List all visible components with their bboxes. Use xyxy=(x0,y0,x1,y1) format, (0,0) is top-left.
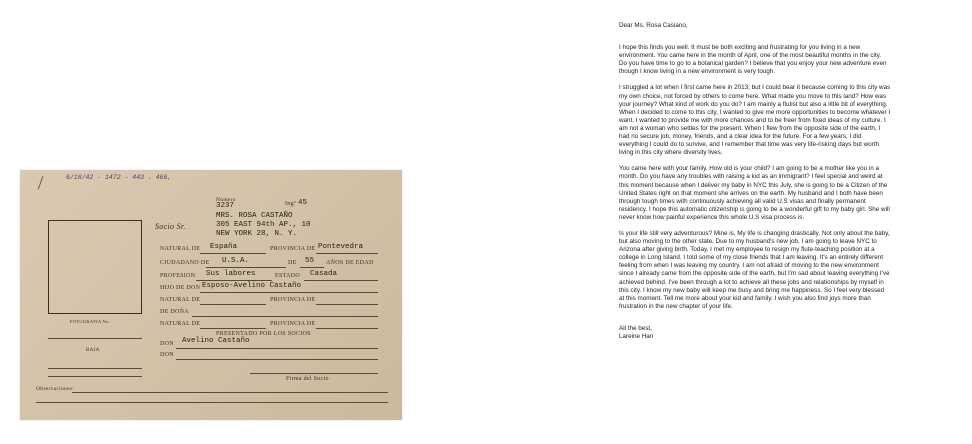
rule xyxy=(316,328,378,329)
member-address: 305 EAST 94th AP., 10 xyxy=(216,221,311,229)
member-name: MRS. ROSA CASTAÑO xyxy=(216,212,293,220)
don-value: Avelino Castaño xyxy=(182,337,250,345)
letter-paragraph-1: I hope this finds you well. It must be both exciting and frustrating for you living in a new environment. You came here in the month of April, one of the most beautiful months in the city. Do you have time to go to a botanical garden? I believe that you enjoy your new adventure even though I know living in a new environment is very tough. xyxy=(619,44,887,76)
ingreso-label: Ingº xyxy=(285,201,297,207)
de-dona-label: DE DOÑA xyxy=(160,309,189,315)
ciudadano-value: U.S.A. xyxy=(222,257,250,265)
letter-greeting: Dear Ms. Rosa Casiano, xyxy=(619,22,688,29)
rule xyxy=(206,267,286,268)
rule xyxy=(316,253,378,254)
baja-label: BAJA xyxy=(86,348,100,353)
rule xyxy=(48,368,142,369)
presentado-label: PRESENTADO POR LOS SOCIOS xyxy=(216,331,311,337)
hijo-de-value: Esposo-Avelino Castaño xyxy=(202,282,302,290)
rule xyxy=(48,338,142,339)
natural-de-label: NATURAL DE xyxy=(160,246,201,252)
estado-value: Casada xyxy=(310,270,338,278)
estado-label: ESTADO xyxy=(275,273,300,279)
rule xyxy=(316,304,378,305)
don-label-2: DON xyxy=(160,352,174,358)
provincia-label: PROVINCIA DE xyxy=(270,246,316,252)
rule xyxy=(200,253,266,254)
ingreso-value: 45 xyxy=(298,199,308,207)
de-label: DE xyxy=(288,260,297,266)
rule xyxy=(200,328,266,329)
fotografia-label: FOTOGRAFIA No. xyxy=(70,319,111,324)
rule xyxy=(72,392,388,393)
provincia-value: Pontevedra xyxy=(318,243,364,251)
rule xyxy=(304,280,378,281)
firma-label: Firma del Socio xyxy=(286,376,329,382)
rule xyxy=(48,376,142,377)
letter-paragraph-3: You came here with your family. How old is your child? I am going to be a mother like you in a month. Do you have any troubles with raising a kid as an immigrant? I feel special and weird at this moment because when I deliver my baby in NYC this July, she is going to be a Citizen of the United States right on that moment she arrives on the earth. My husband and I both have been through tough times with continuously achieving all valid U.S visas and finally permanent residency. I hope this automatic citizenship is going to be a wonderful gift to my baby girl. She will never know how painful experience this whole U.S visa process is. xyxy=(619,165,890,221)
numero-value: 3237 xyxy=(216,202,235,210)
profesion-label: PROFESION xyxy=(160,273,196,279)
letter-closing: All the best, xyxy=(619,324,652,332)
hijo-de-label: HIJO DE DON xyxy=(160,285,201,291)
rule xyxy=(250,373,378,374)
letter-paragraph-2: I struggled a lot when I first came here in 2013, but I could bear it because coming to this city was my own choice, not forced by others to come here. What made you move to this land? How was your journey? What kind of work do you do? I am mainly a flutist but also a little bit of everything. When I decided to come to this city, I wanted to give me more opportunities to become whatever I want. I wanted to provide me with more chances and to be freer from fixed ideas of my culture. I am not a woman who settles for the present. When I flew from the opposite side of the earth, I had no secure job, money, friends, and a clear idea for the future. For a few years, I did everything I could do to survive, and I remember that time was very life-risking days but worth living in this city where diversity lives. xyxy=(619,84,891,157)
member-city: NEW YORK 28, N. Y. xyxy=(216,230,298,238)
rule xyxy=(36,402,388,403)
rule xyxy=(176,359,378,360)
rule xyxy=(196,280,272,281)
handwritten-notation: 6/18/42 - 1472 - 443 . 466, xyxy=(66,174,172,181)
observaciones-label: Observaciones: xyxy=(36,386,75,392)
letter xyxy=(619,22,957,341)
photo-box xyxy=(48,220,142,314)
rule xyxy=(300,267,324,268)
ciudadano-label: CIUDADANO DE xyxy=(160,260,210,266)
letter-paragraph-4: Is your life still very adventurous? Mine is. My life is changing drastically. Not only about the baby, but also moving to the other state. Due to my husband's new job, I am going to leave NYC to Arizona after giving birth. Today, I met my employee to resign my flute-teaching position at a college in Long Island. I told some of my close friends that I am leaving. It's an entirely different feeling from when I was leaving my country. I am not afraid of moving to the new environment since I already came from the opposite side of the earth, but I'm sad about leaving everything I've achieved behind. I've been through a lot to achieve all these jobs and relationships by myself in this city. I know my new baby will keep me busy and bring me happiness. So I feel very blessed at this moment. Tell me more about your kid and family. I wish you also find joys more than frustration in the new chapter of your life. xyxy=(619,229,890,310)
natural-de-value: España xyxy=(210,243,238,251)
don-label: DON xyxy=(160,341,174,347)
letter-signature: Lareine Han xyxy=(619,333,654,340)
natural-de-label-2: NATURAL DE xyxy=(160,297,201,303)
membership-card xyxy=(20,170,402,420)
provincia-label-3: PROVINCIA DE xyxy=(270,321,316,327)
edad-label: AÑOS DE EDAD xyxy=(326,260,374,266)
rule xyxy=(200,304,266,305)
edad-value: 55 xyxy=(305,257,315,265)
profesion-value: Sus labores xyxy=(206,270,256,278)
provincia-label-2: PROVINCIA DE xyxy=(270,297,316,303)
rule xyxy=(192,316,378,317)
rule xyxy=(200,292,378,293)
rule xyxy=(176,348,378,349)
corner-mark xyxy=(38,176,45,190)
socio-label: Socio Sr. xyxy=(155,222,186,231)
numero-label: Número xyxy=(216,197,236,203)
natural-de-label-3: NATURAL DE xyxy=(160,321,201,327)
